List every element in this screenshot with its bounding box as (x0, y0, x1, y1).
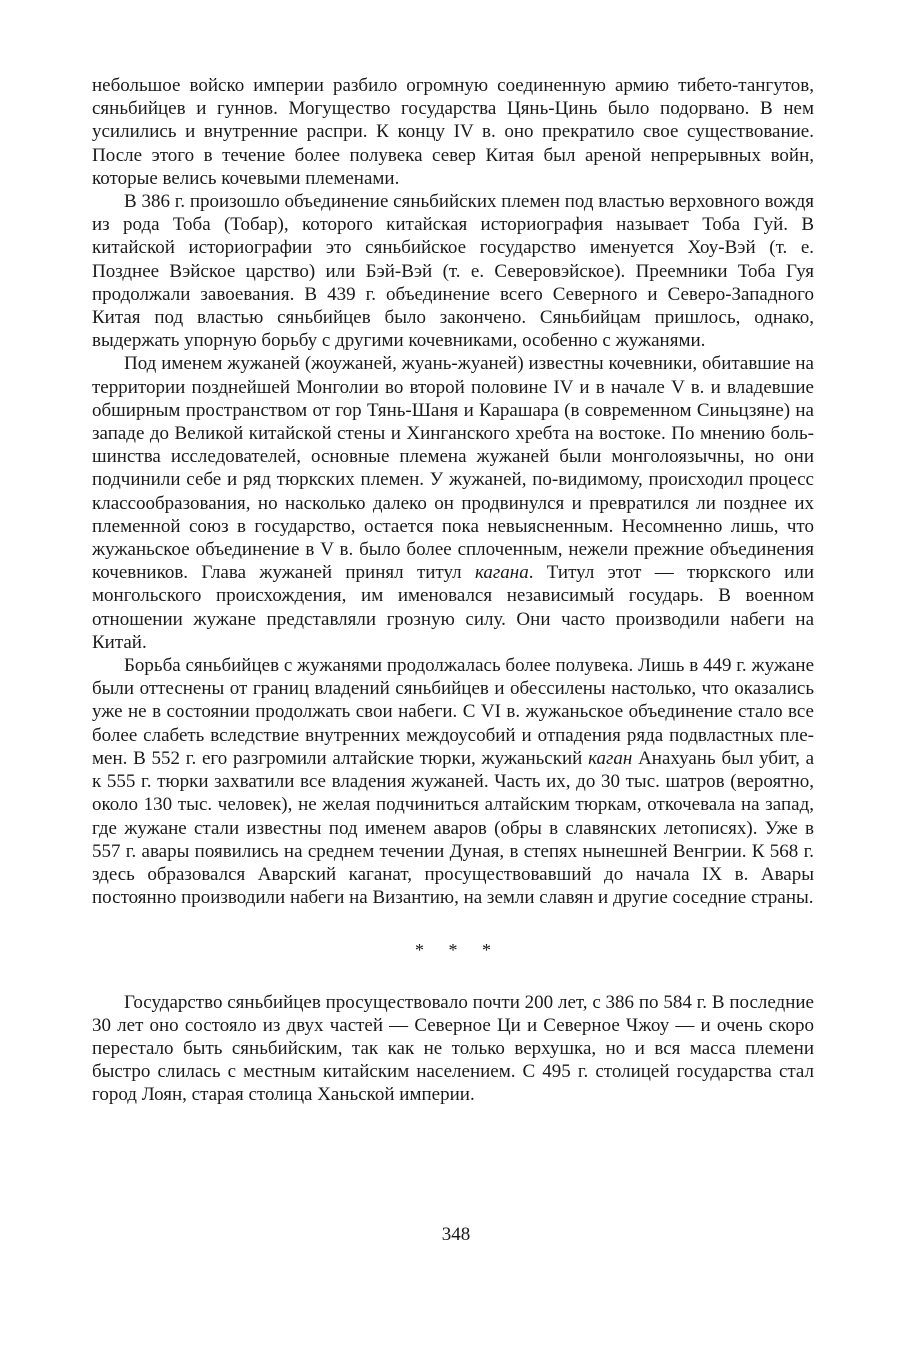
paragraph-4 (92, 654, 814, 909)
paragraph-1: небольшое войско империи разбило огромную соединенную армию тибето-тангутов, сяньбийцев и гуннов. Могущество государства Цянь-Цинь было подорвано. В нем усилились и внутренние распри. К концу IV в. оно прекратило свое существование. После этого в течение более полувека север Китая был ареной непрерывных войн, которые велись кочевыми племенами. (92, 75, 814, 189)
paragraph-5: Государство сяньбийцев просуществовало почти 200 лет, с 386 по 584 г. В последние 30 лет оно состояло из двух частей — Северное Ци и Северное Чжоу — и очень скоро перестало быть сяньбийским, так как не только верхушка, но и вся масса племени быстро слилась с местным китайским населением. С 495 г. столицей государства стал город Лоян, старая столица Ханьской империи. (92, 991, 814, 1106)
paragraph-4-text: Борьба сяньбийцев с жужанями продолжалась более полувека. Лишь в 449 г. жужане были оттеснены от границ владений сяньбийцев и обессилены настолько, что оказались уже не в состоянии продолжать свои набеги. С VI в. жужаньское объединение стало все более слабеть вследствие внутренних междоусобий и отпадения ряда подвластных племен. В 552 г. его разгромили алтайские тюрки, жужаньский (92, 655, 814, 769)
paragraph-3 (92, 352, 814, 654)
term-kagan: каган (588, 747, 633, 769)
paragraph-3-text: Под именем жужаней (жоужаней, жуань-жуаней) известны кочевники, обитавшие на территории позднейшей Монголии во второй половине IV и в начале V в. и владевшие обширным пространством от гор Тянь-Шаня и Карашара (в современном Синьцзяне) на западе до Великой китайской стены и Хинганского хребта на востоке. По мнению большинства исследователей, основные племена жужаней были монголоязычны, но они подчинили себе и ряд тюркских племен. У жужаней, по-видимому, происходил процесс классообразования, но насколько далеко он продвинулся и превратился ли позднее их племенной союз в государство, остается пока невыясненным. Несомненно лишь, что жужаньское объединение в V в. было более сплоченным, нежели прежние объединения кочевников. Глава жужаней принял титул (92, 353, 814, 584)
paragraph-4-tail: Анахуань был убит, а к 555 г. тюрки захватили все владения жужаней. Часть их, до 30 тыс. шатров (вероятно, около 130 тыс. человек), не желая подчиниться алтайским тюркам, откочевала на запад, где жужане стали известны под именем аваров (обры в славянских летописях). Уже в 557 г. авары появились на среднем течении Дуная, в степях нынешней Венгрии. К 568 г. здесь образовался Аварский каганат, просуществовавший до начала IX в. Авары постоянно производили набеги на Византию, на земли славян и другие соседние страны. (92, 747, 814, 909)
main-text (92, 74, 814, 1107)
section-separator: * * * (415, 940, 501, 961)
paragraph-3-tail: . Титул этот — тюркского или монгольского происхождения, им именовался независимый государь. В военном отношении жужане представляли грозную силу. Они часто производили набеги на Китай. (92, 562, 814, 653)
page-number: 348 (441, 1224, 471, 1245)
paragraph-2: В 386 г. произошло объединение сяньбийских племен под властью верховного вождя из рода Тоба (Тобар), которого китайская историография называет Тоба Гуй. В китайской историографии это сяньбийское государство именуется Хоу-Вэй (т. е. Позднее Вэйское царство) или Бэй-Вэй (т. е. Северовэйское). Преемники Тоба Гуя продолжали завоевания. В 439 г. объединение всего Северного и Северо-Западного Китая под властью сяньбийцев было закончено. Сяньбийцам пришлось, однако, выдержать упорную борьбу с другими кочевниками, особенно с жужанями. (92, 191, 814, 352)
term-kagana: кагана (474, 562, 529, 584)
